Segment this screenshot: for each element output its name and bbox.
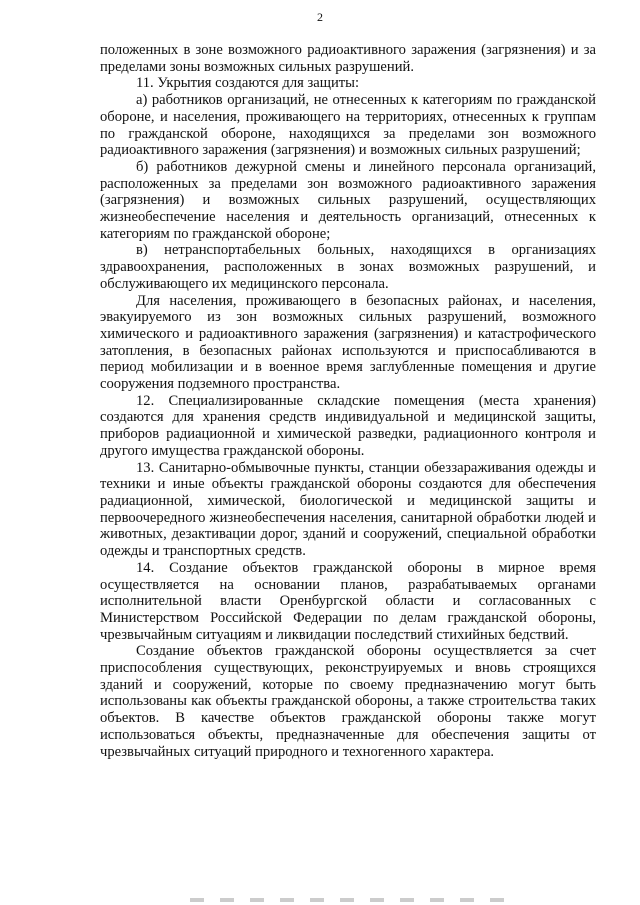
- paragraph-safe-areas: Для населения, проживающего в безопасных районах, и населения, эвакуируемого из зон возможных сильных разрушений, возможного химического и радиоактивного заражения (загрязнения) и катастрофического затопления, в безопасных районах используются и приспосабливаются в период мобилизации и в военное время заглубленные помещения и другие сооружения подземного пространства.: [100, 292, 596, 393]
- page-number: 2: [317, 10, 323, 24]
- paragraph-clause-14: 14. Создание объектов гражданской обороны в мирное время осуществляется на основании планов, разрабатываемых органами исполнительной власти Оренбургской области и согласованных с Министерством Российской Федерации по делам гражданской обороны, чрезвычайным ситуациям и ликвидации последствий стихийных бедствий.: [100, 559, 596, 643]
- paragraph-clause-11-v: в) нетранспортабельных больных, находящихся в организациях здравоохранения, расположенных в зонах возможных разрушений, и обслуживающего их медицинского персонала.: [100, 242, 596, 292]
- document-body: [100, 42, 596, 760]
- paragraph-clause-11-a: а) работников организаций, не отнесенных к категориям по гражданской обороне, и населения, проживающего на территориях, отнесенных к группам по гражданской обороне, находящихся за пределами зон возможного радиоактивного заражения (загрязнения) и возможных сильных разрушений;: [100, 92, 596, 159]
- paragraph-creation-funding: Создание объектов гражданской обороны осуществляется за счет приспособления существующих, реконструируемых и вновь строящихся зданий и сооружений, которые по своему предназначению могут быть использованы как объекты гражданской обороны, а также строительства таких объектов. В качестве объектов гражданской обороны также могут использоваться объекты, предназначенные для обеспечения защиты от чрезвычайных ситуаций природного и техногенного характера.: [100, 643, 596, 760]
- paragraph-clause-12: 12. Специализированные складские помещения (места хранения) создаются для хранения средств индивидуальной и медицинской защиты, приборов радиационной и химической разведки, радиационного контроля и другого имущества гражданской обороны.: [100, 392, 596, 459]
- paragraph-clause-11: 11. Укрытия создаются для защиты:: [136, 75, 360, 92]
- scan-artifact-bottom: [190, 898, 520, 902]
- paragraph-clause-13: 13. Санитарно-обмывочные пункты, станции обеззараживания одежды и техники и иные объекты гражданской обороны создаются для обеспечения радиационной, химической, биологической и медицинской защиты и первоочередного жизнеобеспечения населения, санитарной обработки людей и животных, дезактивации дорог, зданий и сооружений, специальной обработки одежды и транспортных средств.: [100, 459, 596, 560]
- paragraph-continuation: положенных в зоне возможного радиоактивного заражения (загрязнения) и за пределами зоны возможных сильных разрушений.: [100, 42, 596, 75]
- paragraph-clause-11-b: б) работников дежурной смены и линейного персонала организаций, расположенных за пределами зон возможного радиоактивного заражения (загрязнения) и возможных сильных разрушений, осуществляющих жизнеобеспечение населения и деятельность организаций, отнесенных к категориям по гражданской обороне;: [100, 158, 596, 242]
